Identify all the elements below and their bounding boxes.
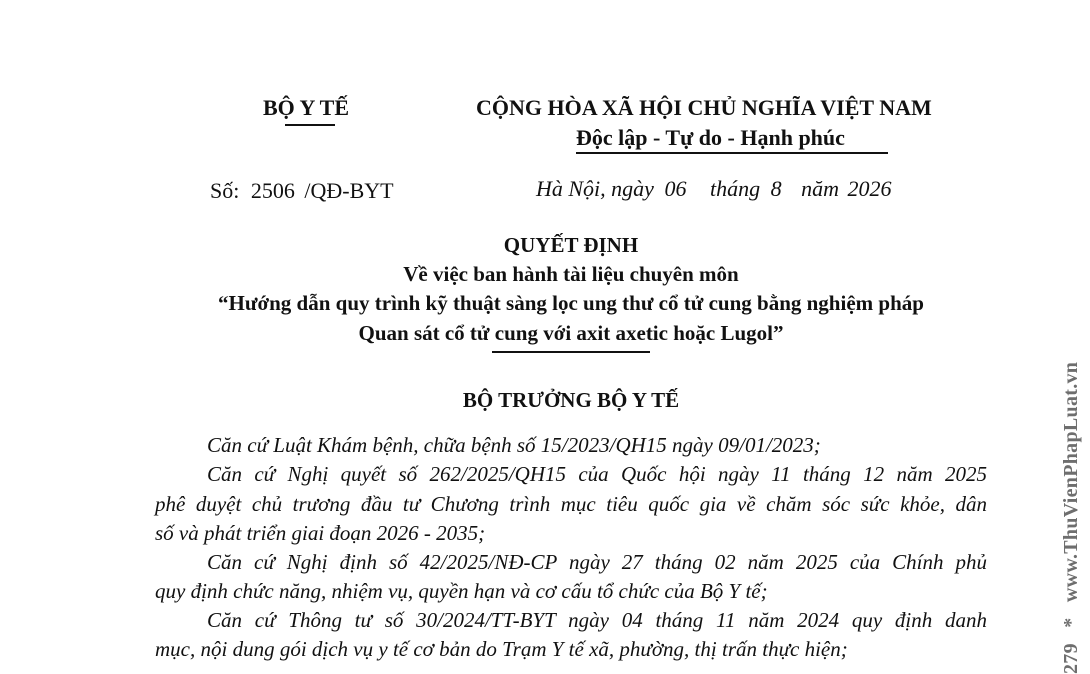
watermark-site: www.ThuVienPhapLuat.vn [1060, 361, 1082, 603]
legal-basis-2-line2: phê duyệt chủ trương đầu tư Chương trình mục tiêu quốc gia về chăm sóc sức khỏe, dân [155, 492, 987, 516]
legal-basis-4-line2: mục, nội dung gói dịch vụ y tế cơ bản do Trạm Y tế xã, phường, thị trấn thực hiện; [155, 637, 848, 661]
date-day: 06 [664, 176, 687, 201]
legal-basis-3-line1: Căn cứ Nghị định số 42/2025/NĐ-CP ngày 27 tháng 02 năm 2025 của Chính phủ [207, 550, 987, 574]
number-label: Số: [210, 178, 240, 203]
date-month: 8 [770, 176, 782, 201]
issuer-title: BỘ TRƯỞNG BỘ Y TẾ [462, 388, 680, 412]
watermark-separator: * [1060, 617, 1082, 628]
date-place: Hà Nội, ngày [536, 176, 654, 201]
document-name-line1: “Hướng dẫn quy trình kỹ thuật sàng lọc ung thư cổ tử cung bằng nghiệm pháp [218, 291, 924, 315]
date-month-label: tháng [709, 176, 761, 201]
motto-underline [576, 152, 888, 154]
document-number [210, 178, 394, 204]
agency-underline [285, 124, 335, 126]
legal-basis-2-line1: Căn cứ Nghị quyết số 262/2025/QH15 của Quốc hội ngày 11 tháng 12 năm 2025 [207, 462, 987, 486]
place-date [536, 176, 891, 202]
date-year: 2026 [847, 176, 892, 201]
legal-basis-1: Căn cứ Luật Khám bệnh, chữa bệnh số 15/2023/QH15 ngày 09/01/2023; [207, 433, 821, 457]
date-year-label: năm [801, 176, 839, 201]
decision-subject: Về việc ban hành tài liệu chuyên môn [403, 262, 739, 286]
agency-name: BỘ Y TẾ [263, 95, 349, 120]
title-underline [492, 351, 650, 353]
national-motto: Độc lập - Tự do - Hạnh phúc [576, 125, 845, 150]
legal-basis-2-line3: số và phát triển giai đoạn 2026 - 2035; [155, 521, 486, 545]
site-watermark [1060, 362, 1083, 674]
legal-basis-4-line1: Căn cứ Thông tư số 30/2024/TT-BYT ngày 04 tháng 11 năm 2024 quy định danh [207, 608, 987, 632]
number-suffix: /QĐ-BYT [304, 178, 394, 203]
document-name-line2: Quan sát cổ tử cung với axit axetic hoặc Lugol” [358, 321, 784, 345]
legal-basis-3-line2: quy định chức năng, nhiệm vụ, quyền hạn và cơ cấu tổ chức của Bộ Y tế; [155, 579, 768, 603]
number-value: 2506 [250, 178, 295, 203]
watermark-prefix: 279 [1060, 643, 1082, 674]
decision-title: QUYẾT ĐỊNH [503, 233, 639, 257]
republic-name: CỘNG HÒA XÃ HỘI CHỦ NGHĨA VIỆT NAM [476, 95, 932, 120]
